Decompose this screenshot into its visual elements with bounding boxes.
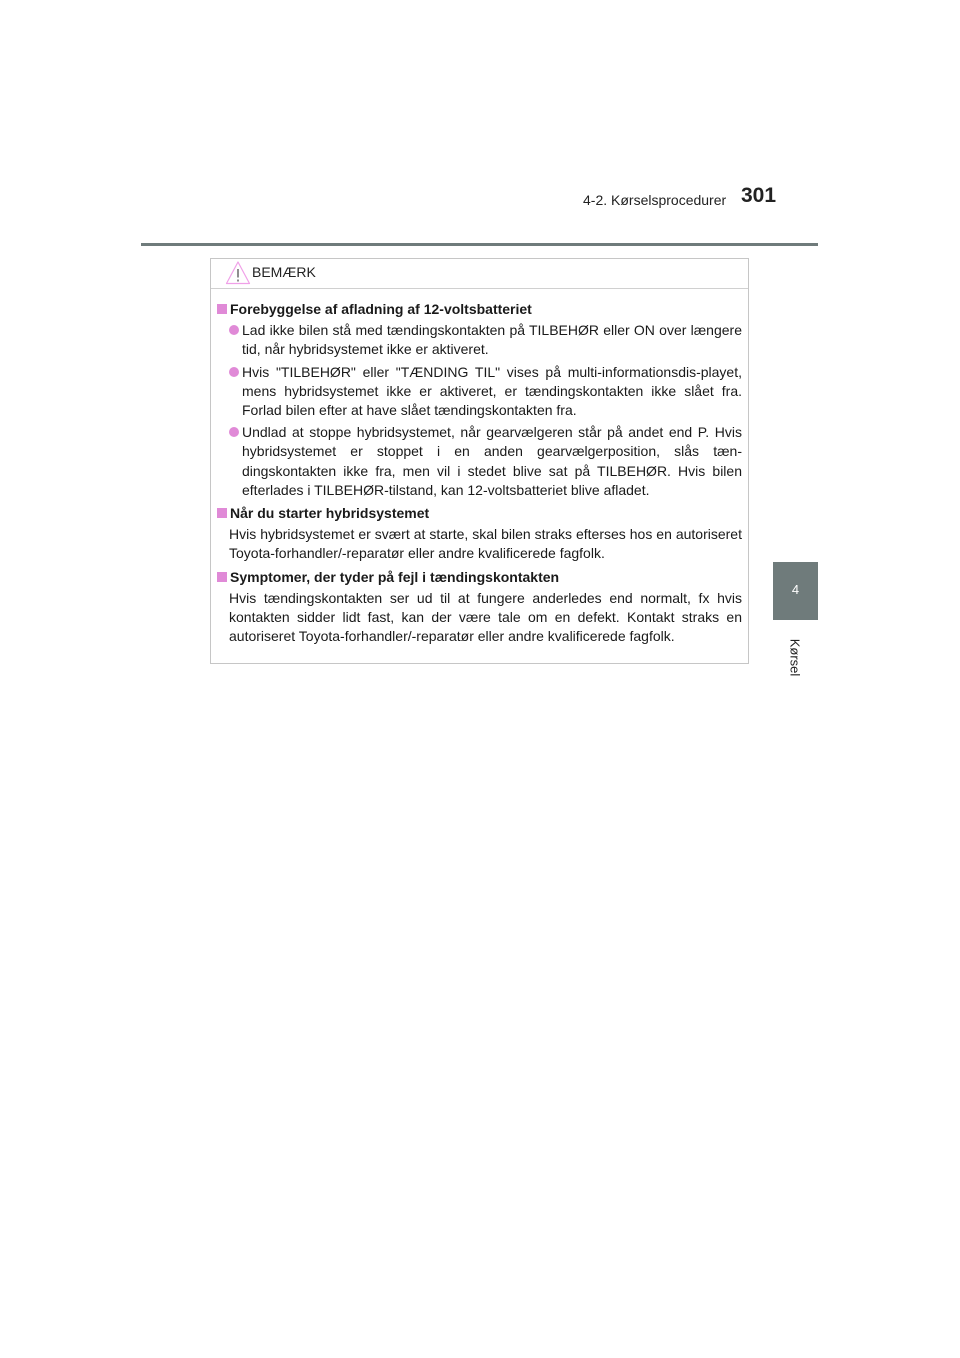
round-bullet-icon xyxy=(229,325,239,335)
header-divider xyxy=(141,243,818,246)
notice-box xyxy=(210,258,749,664)
list-item-text: Undlad at stoppe hybridsystemet, når gearvælgeren står på andet end P. Hvis hybridsystemet er stoppet i en anden gearvælgerposition, slås tæn-dingskontakten ikke fra, men vil i stedet blive sat på TILBEHØR. Hvis bilen efterlades i TILBEHØR-tilstand, kan 12-voltsbatteriet blive afladet. xyxy=(242,424,742,498)
notice-title: BEMÆRK xyxy=(252,264,316,280)
warning-triangle-icon xyxy=(225,260,251,291)
chapter-number: 4 xyxy=(791,582,800,597)
notice-section xyxy=(217,504,742,564)
section-title: 4-2. Kørselsprocedurer xyxy=(583,192,727,208)
notice-body xyxy=(211,289,748,646)
notice-header xyxy=(211,259,748,289)
square-bullet-icon xyxy=(217,304,227,314)
notice-section xyxy=(217,300,742,500)
notice-section xyxy=(217,568,742,647)
chapter-tab xyxy=(773,562,818,620)
list-item-text: Hvis "TILBEHØR" eller "TÆNDING TIL" vises på multi-informationsdis-playet, mens hybridsystemet ikke er aktiveret, er tændingskontakten ikke slået fra. Forlad bilen efter at have slået tændingskontakten fra. xyxy=(242,363,742,419)
list-item xyxy=(217,423,742,500)
section-heading xyxy=(217,300,742,319)
square-bullet-icon xyxy=(217,572,227,582)
list-item xyxy=(217,363,742,421)
page-number: 301 xyxy=(741,184,777,207)
section-paragraph: Hvis tændingskontakten ser ud til at fungere anderledes end normalt, fx hvis kontakten sidder lidt fast, kan der være tale om en defekt. Kontakt straks en autoriseret Toyota-forhandler/-reparatør eller andre kvalificerede fagfolk. xyxy=(229,589,742,645)
section-heading xyxy=(217,568,742,587)
section-paragraph: Hvis hybridsystemet er svært at starte, skal bilen straks efterses hos en autoriseret Toyota-forhandler/-reparatør eller andre kvalificerede fagfolk. xyxy=(229,526,742,562)
square-bullet-icon xyxy=(217,508,227,518)
section-heading-text: Forebyggelse af afladning af 12-voltsbatteriet xyxy=(230,301,532,317)
chapter-label: Kørsel xyxy=(787,638,803,677)
list-item xyxy=(217,321,742,359)
section-heading-text: Når du starter hybridsystemet xyxy=(230,505,430,522)
section-heading-text: Symptomer, der tyder på fejl i tændingskontakten xyxy=(230,568,560,585)
section-heading xyxy=(217,504,742,523)
list-item-text: Lad ikke bilen stå med tændingskontakten på TILBEHØR eller ON over længere tid, når hybridsystemet ikke er aktiveret. xyxy=(242,322,742,358)
round-bullet-icon xyxy=(229,367,239,377)
round-bullet-icon xyxy=(229,427,239,437)
